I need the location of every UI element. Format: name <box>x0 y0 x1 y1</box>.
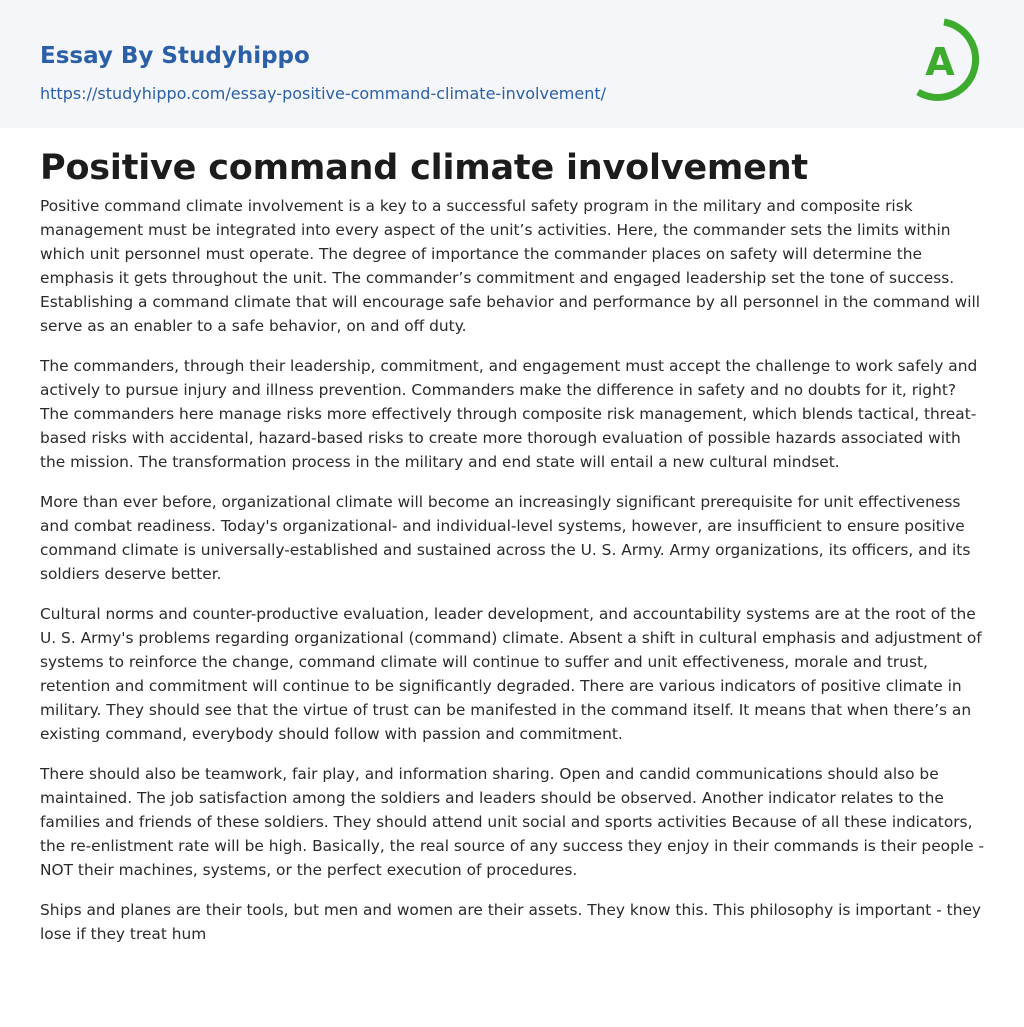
site-brand[interactable]: Essay By Studyhippo <box>40 43 310 69</box>
essay-paragraph: There should also be teamwork, fair play, and information sharing. Open and candid communications should also be maintained. The job satisfaction among the soldiers and leaders should be observed. Another indicator relates to the families and friends of these soldiers. They should attend unit social and sports activities Because of all these indicators, the re-enlistment rate will be high. Basically, the real source of any success they enjoy in their commands is their people - NOT their machines, systems, or the perfect execution of procedures. <box>40 765 985 879</box>
logo-letter: A <box>925 40 955 84</box>
studyhippo-logo-icon[interactable] <box>910 17 988 107</box>
essay-paragraph: Ships and planes are their tools, but men and women are their assets. They know this. This philosophy is important - they lose if they treat hum <box>40 901 982 943</box>
essay-url-link[interactable]: https://studyhippo.com/essay-positive-command-climate-involvement/ <box>40 84 607 103</box>
essay-paragraph: More than ever before, organizational climate will become an increasingly significant prerequisite for unit effectiveness and combat readiness. Today's organizational- and individual-level systems, however, are insufficient to ensure positive command climate is universally-established and sustained across the U. S. Army. Army organizations, its officers, and its soldiers deserve better. <box>40 493 971 583</box>
essay-title: Positive command climate involvement <box>40 148 808 188</box>
essay-paragraph: The commanders, through their leadership, commitment, and engagement must accept the challenge to work safely and actively to pursue injury and illness prevention. Commanders make the difference in safety and no doubts for it, right? The commanders here manage risks more effectively through composite risk management, which blends tactical, threat-based risks with accidental, hazard-based risks to create more thorough evaluation of possible hazards associated with the mission. The transformation process in the military and end state will entail a new cultural mindset. <box>40 357 978 471</box>
essay-body <box>40 194 988 962</box>
essay-paragraph: Positive command climate involvement is a key to a successful safety program in the military and composite risk management must be integrated into every aspect of the unit’s activities. Here, the commander sets the limits within which unit personnel must operate. The degree of importance the commander places on safety will determine the emphasis it gets throughout the unit. The commander’s commitment and engaged leadership set the tone of success. Establishing a command climate that will encourage safe behavior and performance by all personnel in the command will serve as an enabler to a safe behavior, on and off duty. <box>40 197 981 335</box>
essay-paragraph: Cultural norms and counter-productive evaluation, leader development, and accountability systems are at the root of the U. S. Army's problems regarding organizational (command) climate. Absent a shift in cultural emphasis and adjustment of systems to reinforce the change, command climate will continue to suffer and unit effectiveness, morale and trust, retention and commitment will continue to be significantly degraded. There are various indicators of positive climate in military. They should see that the virtue of trust can be manifested in the command itself. It means that when there’s an existing command, everybody should follow with passion and commitment. <box>40 605 982 743</box>
